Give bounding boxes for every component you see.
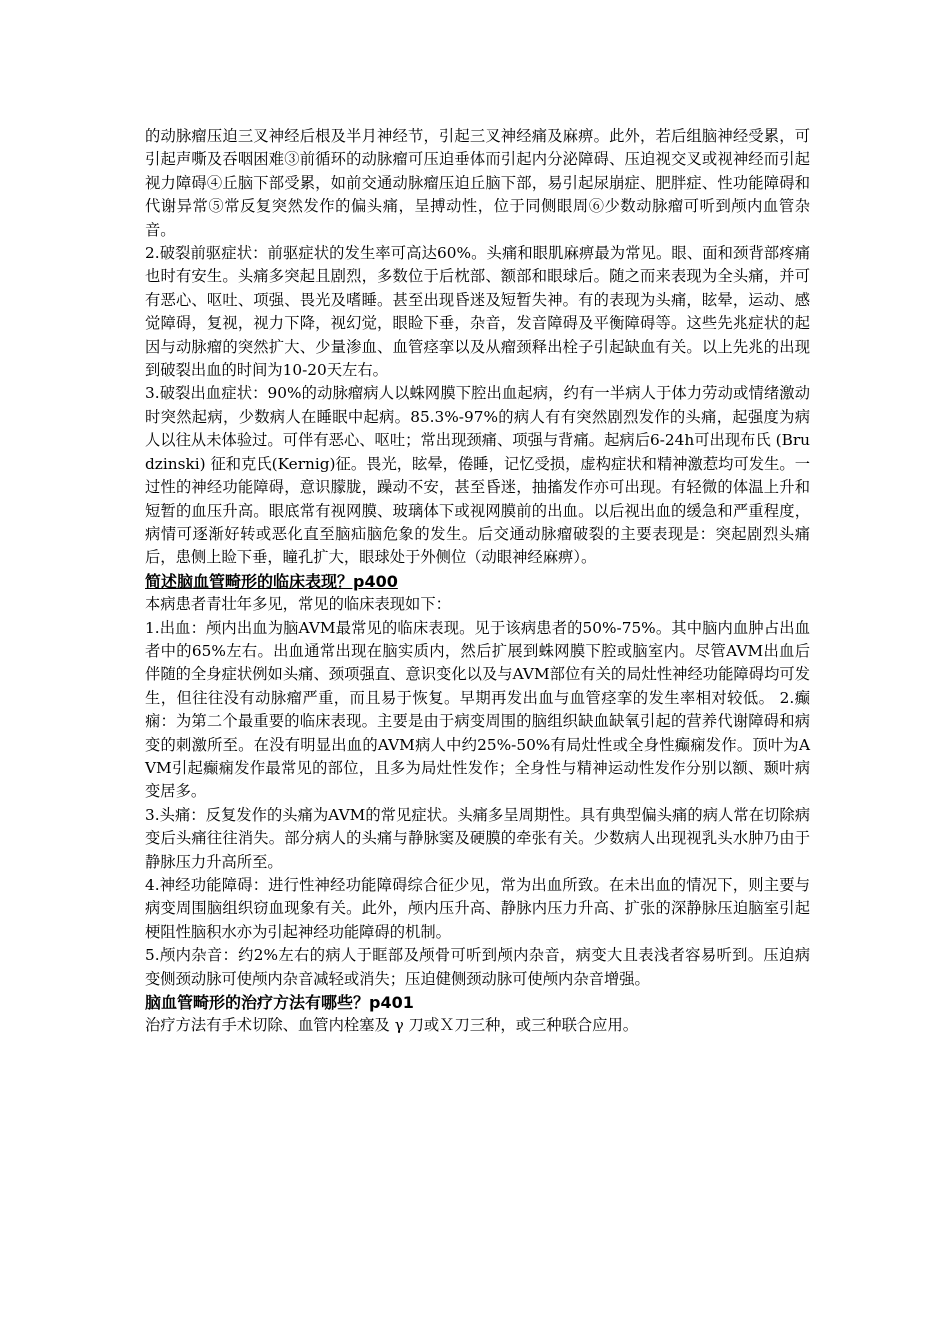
paragraph-aneurysm-compression: 的动脉瘤压迫三叉神经后根及半月神经节，引起三叉神经痛及麻痹。此外，若后组脑神经受累，可引起声嘶及吞咽困难③前循环的动脉瘤可压迫垂体而引起内分泌障碍、压迫视交叉或视神经而引起视力障碍④丘脑下部受累，如前交通动脉瘤压迫丘脑下部，易引起尿崩症、肥胖症、性功能障碍和代谢异常⑤常反复突然发作的偏头痛，呈搏动性，位于同侧眼周⑥少数动脉瘤可听到颅内血管杂音。 xyxy=(145,127,810,239)
paragraph-avm-headache: 3.头痛：反复发作的头痛为AVM的常见症状。头痛多呈周期性。具有典型偏头痛的病人常在切除病变后头痛往往消失。部分病人的头痛与静脉窦及硬膜的牵张有关。少数病人出现视乳头水肿乃由于静脉压力升高所至。 xyxy=(145,805,810,871)
paragraph-avm-bruit: 5.颅内杂音：约2%左右的病人于眶部及颅骨可听到颅内杂音，病变大且表浅者容易听到。压迫病变侧颈动脉可使颅内杂音减轻或消失；压迫健侧颈动脉可使颅内杂音增强。 xyxy=(145,946,810,988)
document-page xyxy=(145,125,810,1038)
section-heading-avm-treatment: 脑血管畸形的治疗方法有哪些？p401 xyxy=(145,993,414,1013)
paragraph-rupture-bleeding: 3.破裂出血症状：90%的动脉瘤病人以蛛网膜下腔出血起病，约有一半病人于体力劳动或情绪激动时突然起病，少数病人在睡眠中起病。85.3%-97%的病人有有突然剧烈发作的头痛，起强度为病人以往从未体验过。可伴有恶心、呕吐；常出现颈痛、项强与背痛。起病后6-24h可出现布氏 (Brudzinski) 征和克氏(Kernig)征。畏光，眩晕，倦睡，记忆受损，虚构症状和精神激惹均可发生。一过性的神经功能障碍，意识朦胧，躁动不安，甚至昏迷，抽搐发作亦可出现。有轻微的体温上升和短暂的血压升高。眼底常有视网膜、玻璃体下或视网膜前的出血。以后视出血的缓急和严重程度，病情可逐渐好转或恶化直至脑疝脑危象的发生。后交通动脉瘤破裂的主要表现是：突起剧烈头痛后，患侧上睑下垂，瞳孔扩大，眼球处于外侧位（动眼神经麻痹）。 xyxy=(145,384,810,567)
paragraph-avm-intro: 本病患者青壮年多见，常见的临床表现如下： xyxy=(145,595,451,614)
section-heading-avm-clinical: 简述脑血管畸形的临床表现？p400 xyxy=(145,571,398,591)
paragraph-avm-neuro-deficit: 4.神经功能障碍：进行性神经功能障碍综合征少见，常为出血所致。在未出血的情况下，则主要与病变周围脑组织窃血现象有关。此外，颅内压升高、静脉内压力升高、扩张的深静脉压迫脑室引起梗阻性脑积水亦为引起神经功能障碍的机制。 xyxy=(145,876,810,941)
paragraph-prodromal-symptoms: 2.破裂前驱症状：前驱症状的发生率可高达60%。头痛和眼肌麻痹最为常见。眼、面和颈背部疼痛也时有安生。头痛多突起且剧烈，多数位于后枕部、额部和眼球后。随之而来表现为全头痛，并可有恶心、呕吐、项强、畏光及嗜睡。甚至出现昏迷及短暂失神。有的表现为头痛，眩晕，运动、感觉障碍，复视，视力下降，视幻觉，眼睑下垂，杂音，发音障碍及平衡障碍等。这些先兆症状的起因与动脉瘤的突然扩大、少量渗血、血管痉挛以及从瘤颈释出栓子引起缺血有关。以上先兆的出现到破裂出血的时间为10-20天左右。 xyxy=(145,244,810,380)
paragraph-avm-treatment: 治疗方法有手术切除、血管内栓塞及 γ 刀或Ｘ刀三种，或三种联合应用。 xyxy=(145,1016,639,1035)
paragraph-avm-bleeding-epilepsy: 1.出血：颅内出血为脑AVM最常见的临床表现。见于该病患者的50%-75%。其中脑内血肿占出血者中的65%左右。出血通常出现在脑实质内，然后扩展到蛛网膜下腔或脑室内。尽管AVM出血后伴随的全身症状例如头痛、颈项强直、意识变化以及与AVM部位有关的局灶性神经功能障碍均可发生，但往往没有动脉瘤严重，而且易于恢复。早期再发出血与血管痉挛的发生率相对较低。 2.癫痫：为第二个最重要的临床表现。主要是由于病变周围的脑组织缺血缺氧引起的营养代谢障碍和病变的刺激所至。在没有明显出血的AVM病人中约25%-50%有局灶性或全身性癫痫发作。顶叶为AVM引起癫痫发作最常见的部位，且多为局灶性发作；全身性与精神运动性发作分别以额、颞叶病变居多。 xyxy=(145,618,810,801)
